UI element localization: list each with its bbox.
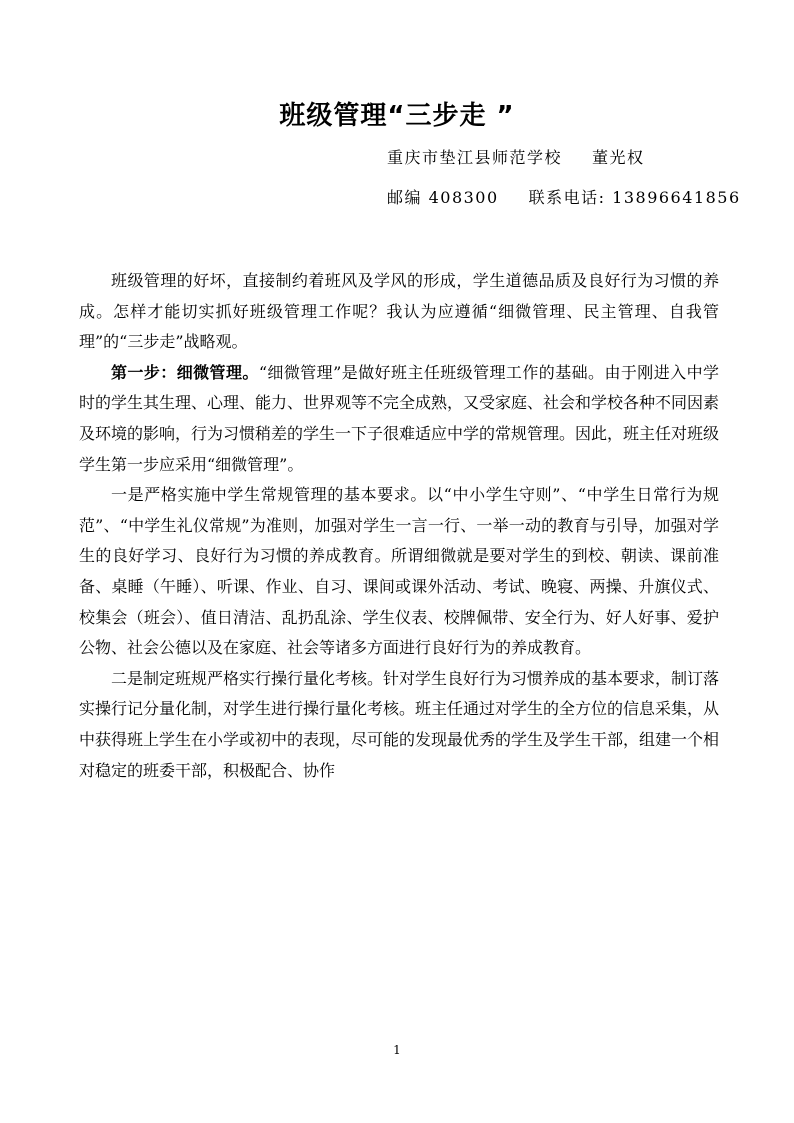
paragraph xyxy=(79,358,719,480)
author-school: 重庆市垫江县师范学校 xyxy=(387,148,563,167)
paragraph-text: “细微管理”是做好班主任班级管理工作的基础。由于刚进入中学时的学生其生理、心理、能力、世界观等不完全成熟，又受家庭、社会和学校各种不同因素及环境的影响，行为习惯稍差的学生一下子很难适应中学的常规管理。因此，班主任对班级学生第一步应采用“细微管理”。 xyxy=(79,362,720,474)
document-title: 班级管理“三步走 ” xyxy=(279,101,515,131)
contact-line xyxy=(387,186,741,210)
author-line xyxy=(387,146,645,170)
paragraph-text: 一是严格实施中学生常规管理的基本要求。以“中小学生守则”、“中学生日常行为规范”、“中学生礼仪常规”为准则，加强对学生一言一行、一举一动的教育与引导，加强对学生的良好学习、良好行为习惯的养成教育。所谓细微就是要对学生的到校、朝读、课前准备、桌睡（午睡）、听课、作业、自习、课间或课外活动、考试、晚寝、两操、升旗仪式、校集会（班会）、值日清洁、乱扔乱涂、学生仪表、校牌佩带、安全行为、好人好事、爱护公物、社会公德以及在家庭、社会等诸多方面进行良好行为的养成教育。 xyxy=(79,485,719,658)
paragraph-text: 班级管理的好坏，直接制约着班风及学风的形成，学生道德品质及良好行为习惯的养成。怎样才能切实抓好班级管理工作呢？我认为应遵循“细微管理、民主管理、自我管理”的“三步走”战略观。 xyxy=(79,271,719,352)
page-number: 1 xyxy=(393,1043,401,1057)
paragraph xyxy=(79,266,719,358)
phone-number: 联系电话: 13896641856 xyxy=(528,188,741,207)
paragraph xyxy=(79,664,719,786)
author-name: 董光权 xyxy=(592,148,645,167)
paragraph xyxy=(79,480,719,664)
section-heading: 第一步：细微管理。 xyxy=(111,362,259,382)
postcode: 邮编 408300 xyxy=(387,188,499,207)
paragraph-text: 二是制定班规严格实行操行量化考核。针对学生良好行为习惯养成的基本要求，制订落实操行记分量化制，对学生进行操行量化考核。班主任通过对学生的全方位的信息采集，从中获得班上学生在小学或初中的表现，尽可能的发现最优秀的学生及学生干部，组建一个相对稳定的班委干部，积极配合、协作 xyxy=(79,668,720,780)
article-body xyxy=(79,266,719,786)
